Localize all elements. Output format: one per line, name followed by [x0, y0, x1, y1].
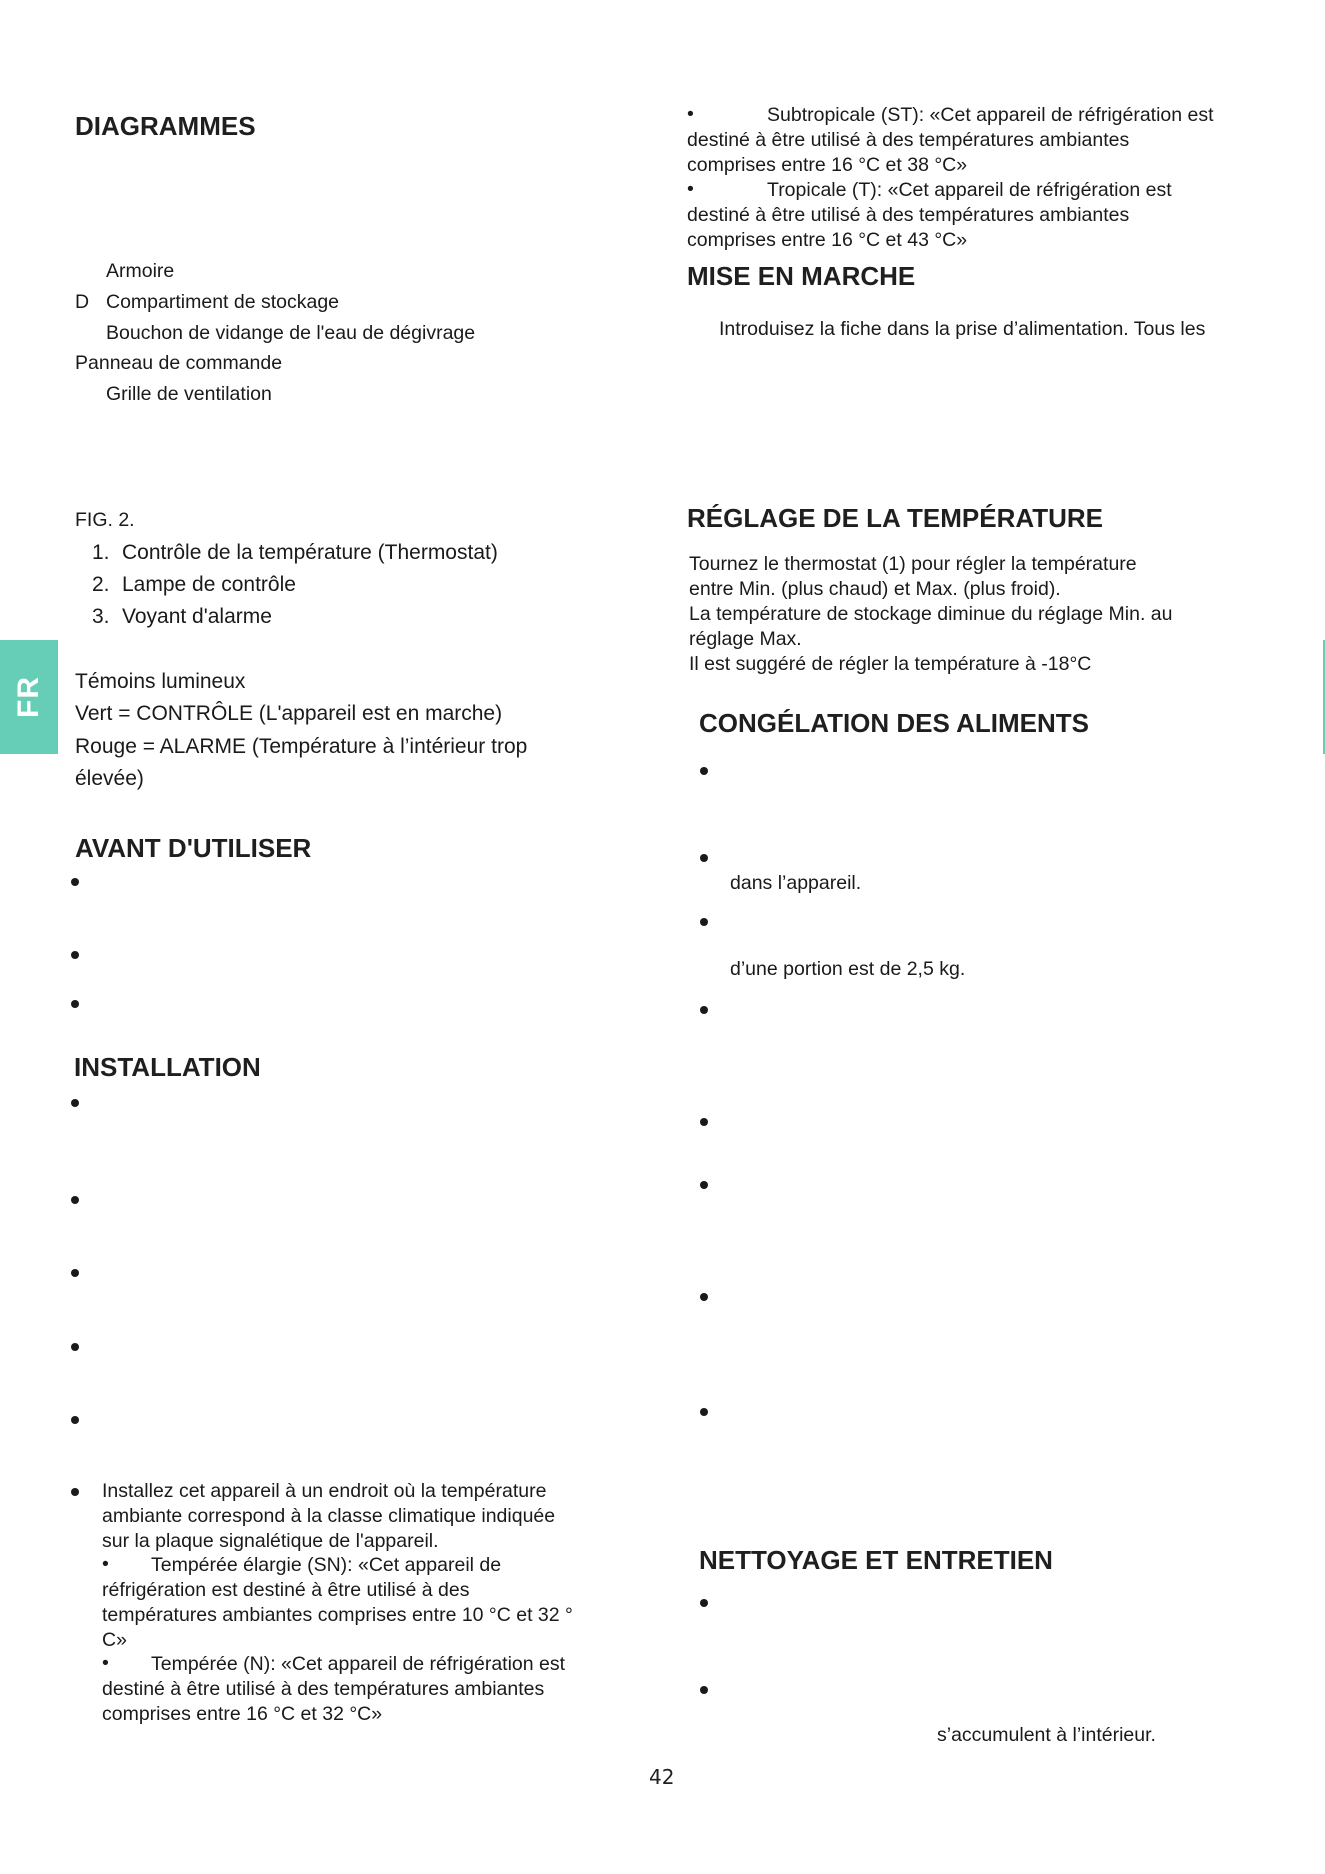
bullet-dot: [700, 1006, 708, 1014]
language-tab: [0, 640, 58, 754]
n-line: comprises entre 16 °C et 32 °C»: [102, 1703, 383, 1725]
n-line: destiné à être utilisé à des températures ambiantes: [102, 1678, 545, 1700]
congelation-fragment-2: d’une portion est de 2,5 kg.: [730, 958, 966, 980]
n-class-paragraph: [102, 1652, 565, 1727]
sn-line: Tempérée élargie (SN): «Cet appareil de: [151, 1554, 502, 1576]
part-storage-compartment: Compartiment de stockage: [106, 291, 340, 313]
bullet-dot: [700, 1293, 708, 1301]
climate-class-paragraph: [102, 1479, 555, 1554]
bullet-dot: [700, 1408, 708, 1416]
n-line: Tempérée (N): «Cet appareil de réfrigération est: [151, 1653, 566, 1675]
t-class-paragraph: [687, 178, 1172, 253]
bullet-dot: [71, 1099, 79, 1107]
part-cabinet: Armoire: [106, 260, 175, 282]
st-bullet: •: [687, 103, 694, 125]
sn-class-paragraph: [102, 1553, 573, 1653]
climate-line: ambiante correspond à la classe climatique indiquée: [102, 1505, 556, 1527]
indicator-red-line-cont: élevée): [75, 767, 144, 790]
bullet-dot: [71, 1269, 79, 1277]
indicator-red-line: Rouge = ALARME (Température à l’intérieur trop: [75, 735, 528, 758]
st-class-paragraph: [687, 103, 1214, 178]
fig2-title: FIG. 2.: [75, 509, 135, 531]
bullet-dot: [700, 767, 708, 775]
fig2-item-alarm-light: Voyant d'alarme: [122, 605, 272, 628]
reglage-line: Tournez le thermostat (1) pour régler la température: [689, 553, 1137, 575]
reglage-line: entre Min. (plus chaud) et Max. (plus froid).: [689, 578, 1061, 600]
sn-line: réfrigération est destiné à être utilisé à des: [102, 1579, 470, 1601]
bullet-dot: [700, 1181, 708, 1189]
bullet-dot: [71, 1196, 79, 1204]
t-line: comprises entre 16 °C et 43 °C»: [687, 229, 968, 251]
t-line: Tropicale (T): «Cet appareil de réfrigération est: [767, 179, 1172, 201]
installation-heading: INSTALLATION: [74, 1052, 261, 1082]
bullet-dot: [700, 1686, 708, 1694]
fig2-item-thermostat: Contrôle de la température (Thermostat): [122, 541, 498, 564]
t-bullet: •: [687, 178, 694, 200]
reglage-line: La température de stockage diminue du réglage Min. au: [689, 603, 1173, 625]
sn-line: températures ambiantes comprises entre 10 °C et 32 °: [102, 1604, 573, 1626]
reglage-line: réglage Max.: [689, 628, 802, 650]
bullet-dot: [71, 878, 79, 886]
reglage-paragraph: [689, 552, 1172, 677]
indicator-green-line: Vert = CONTRÔLE (L'appareil est en marche): [75, 702, 503, 725]
mise-en-marche-heading: MISE EN MARCHE: [687, 261, 916, 291]
part-control-panel: Panneau de commande: [75, 352, 283, 374]
bullet-dot: [71, 951, 79, 959]
reglage-heading: RÉGLAGE DE LA TEMPÉRATURE: [687, 503, 1104, 533]
fig2-num-3: 3.: [92, 605, 110, 628]
fig2-item-control-lamp: Lampe de contrôle: [122, 573, 296, 596]
bullet-dot: [71, 1343, 79, 1351]
congelation-fragment-1: dans l’appareil.: [730, 872, 862, 894]
t-line: destiné à être utilisé à des températures ambiantes: [687, 204, 1130, 226]
part-drain-plug: Bouchon de vidange de l'eau de dégivrage: [106, 322, 476, 344]
sn-line: C»: [102, 1629, 127, 1651]
nettoyage-fragment-1: s’accumulent à l’intérieur.: [937, 1724, 1156, 1746]
bullet-dot: [700, 1118, 708, 1126]
mise-en-marche-text: Introduisez la fiche dans la prise d’alimentation. Tous les: [719, 318, 1206, 340]
part-letter-d: D: [75, 291, 90, 313]
indicator-lights-title: Témoins lumineux: [75, 670, 246, 693]
bullet-dot: [71, 1416, 79, 1424]
diagrammes-heading: DIAGRAMMES: [75, 111, 256, 141]
sn-bullet: •: [102, 1553, 109, 1575]
part-ventilation-grille: Grille de ventilation: [106, 383, 272, 405]
page-number: 42: [649, 1765, 675, 1789]
climate-line: Installez cet appareil à un endroit où la température: [102, 1480, 547, 1502]
avant-utiliser-heading: AVANT D'UTILISER: [75, 833, 312, 863]
bullet-dot: [71, 1488, 79, 1496]
bullet-dot: [700, 918, 708, 926]
st-line: destiné à être utilisé à des températures ambiantes: [687, 129, 1130, 151]
congelation-heading: CONGÉLATION DES ALIMENTS: [699, 708, 1089, 738]
st-line: comprises entre 16 °C et 38 °C»: [687, 154, 968, 176]
reglage-line: Il est suggéré de régler la température à -18°C: [689, 653, 1092, 675]
bullet-dot: [71, 1000, 79, 1008]
fig2-num-1: 1.: [92, 541, 110, 564]
climate-line: sur la plaque signalétique de l'appareil.: [102, 1530, 439, 1552]
language-tab-label: FR: [12, 676, 45, 718]
nettoyage-heading: NETTOYAGE ET ENTRETIEN: [699, 1545, 1053, 1575]
n-bullet: •: [102, 1652, 109, 1674]
bullet-dot: [700, 854, 708, 862]
fig2-num-2: 2.: [92, 573, 110, 596]
bullet-dot: [700, 1599, 708, 1607]
st-line: Subtropicale (ST): «Cet appareil de réfrigération est: [767, 104, 1214, 126]
